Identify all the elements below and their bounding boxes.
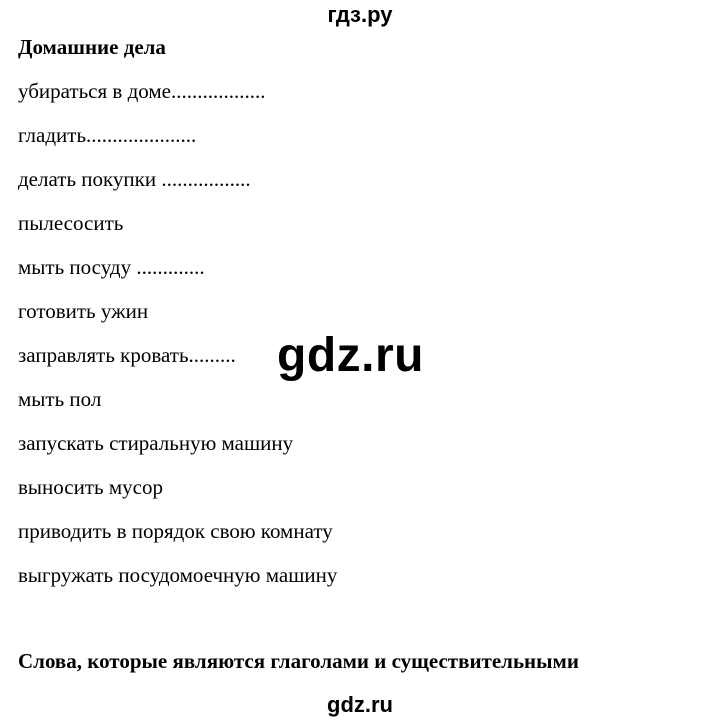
list-item: мыть посуду ............. — [18, 255, 205, 279]
list-item: приводить в порядок свою комнату — [18, 519, 333, 543]
list-item: убираться в доме.................. — [18, 79, 266, 103]
subheading: Слова, которые являются глаголами и существительными — [18, 649, 579, 673]
top-watermark: гдз.ру — [327, 2, 393, 27]
list-item: делать покупки ................. — [18, 167, 251, 191]
list-item: выносить мусор — [18, 475, 163, 499]
list-item: пылесосить — [18, 211, 124, 235]
list-item: мыть пол — [18, 387, 102, 411]
list-item: выгружать посудомоечную машину — [18, 563, 338, 587]
center-watermark: gdz.ru — [273, 326, 428, 386]
list-item: готовить ужин — [18, 299, 149, 323]
list-item: заправлять кровать......... — [18, 343, 236, 367]
section-heading: Домашние дела — [18, 35, 166, 59]
list-item: гладить..................... — [18, 123, 197, 147]
list-item: запускать стиральную машину — [18, 431, 294, 455]
bottom-watermark: gdz.ru — [327, 692, 393, 717]
